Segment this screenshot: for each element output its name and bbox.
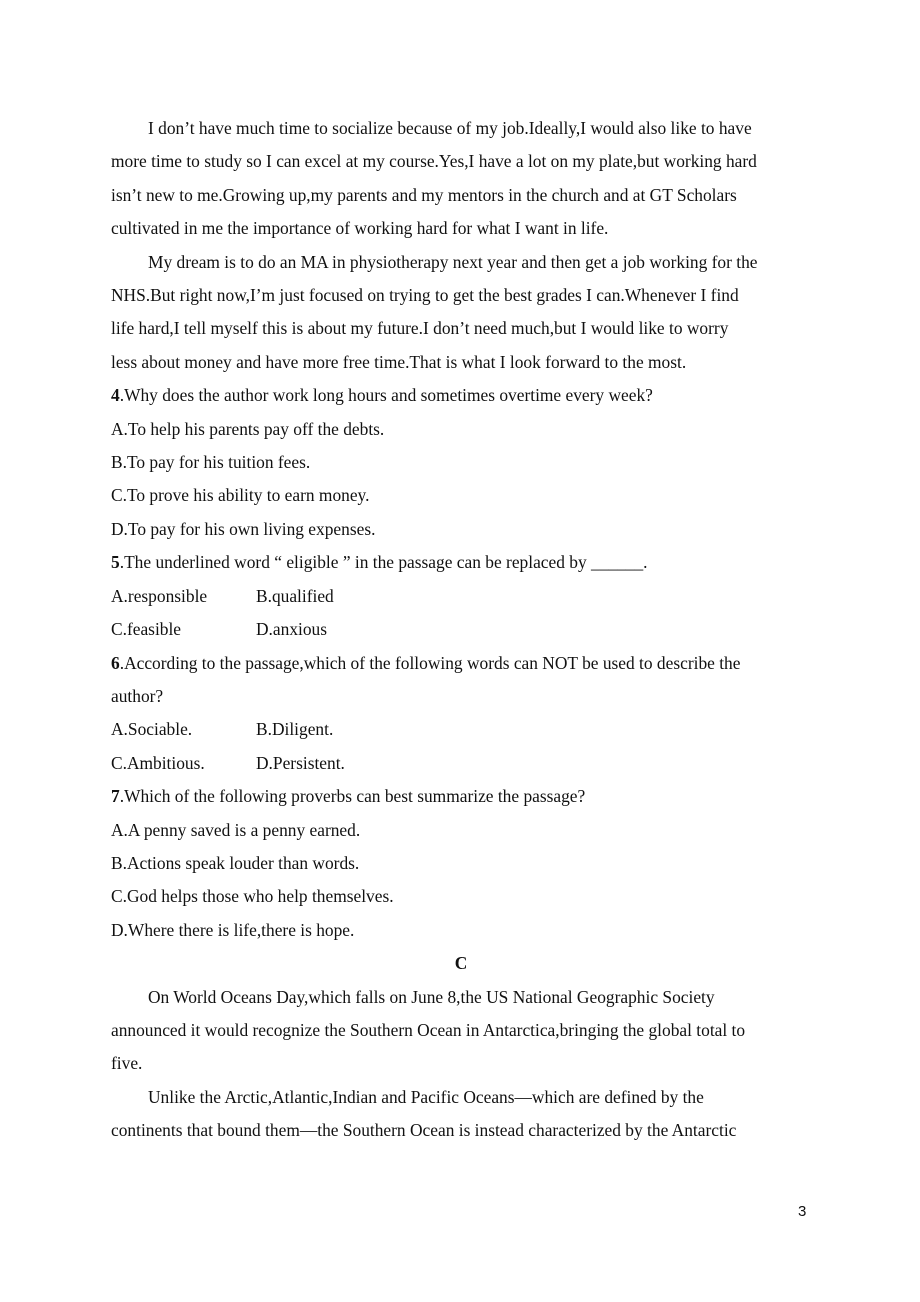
option-b: B.To pay for his tuition fees. xyxy=(111,452,311,473)
text-line: less about money and have more free time.That is what I look forward to the most. xyxy=(111,351,687,372)
text-line: five. xyxy=(111,1053,143,1074)
option-d: D.Persistent. xyxy=(256,752,345,773)
option-row xyxy=(111,580,811,613)
option-d: D.To pay for his own living expenses. xyxy=(111,518,376,539)
question-number: 4 xyxy=(111,385,120,406)
text-line: continents that bound them—the Southern Ocean is instead characterized by the Antarctic xyxy=(111,1120,737,1141)
option-d: D.anxious xyxy=(256,619,328,640)
text-line: My dream is to do an MA in physiotherapy next year and then get a job working for the xyxy=(148,251,758,272)
question-stem: 7.Which of the following proverbs can best summarize the passage? xyxy=(111,786,586,807)
question-text-continued: author? xyxy=(111,685,164,706)
section-title: C xyxy=(454,953,468,974)
question-number: 6 xyxy=(111,652,120,673)
option-c: C.God helps those who help themselves. xyxy=(111,886,394,907)
question-text: According to the passage,which of the following words can NOT be used to describe the xyxy=(124,652,741,673)
question-stem: 5.The underlined word “ eligible ” in the passage can be replaced by ______. xyxy=(111,552,648,573)
question-text: Why does the author work long hours and sometimes overtime every week? xyxy=(124,385,653,406)
option-a: A.responsible xyxy=(111,585,208,606)
text-line: more time to study so I can excel at my course.Yes,I have a lot on my plate,but working hard xyxy=(111,151,757,172)
text-line: isn’t new to me.Growing up,my parents and my mentors in the church and at GT Scholars xyxy=(111,184,737,205)
page-number: 3 xyxy=(798,1203,807,1220)
option-row xyxy=(111,613,811,646)
question-5 xyxy=(111,546,811,646)
question-number: 7 xyxy=(111,786,120,807)
question-number: 5 xyxy=(111,552,120,573)
option-row xyxy=(111,747,811,780)
option-row xyxy=(111,713,811,746)
text-line: cultivated in me the importance of working hard for what I want in life. xyxy=(111,218,609,239)
question-stem: 4.Why does the author work long hours and sometimes overtime every week? xyxy=(111,385,653,406)
option-b: B.qualified xyxy=(256,585,334,606)
question-text: The underlined word “ eligible ” in the passage can be replaced by ______. xyxy=(124,552,648,573)
question-text: Which of the following proverbs can best summarize the passage? xyxy=(124,786,586,807)
option-c: C.feasible xyxy=(111,619,182,640)
question-4 xyxy=(111,379,811,546)
text-line: I don’t have much time to socialize because of my job.Ideally,I would also like to have xyxy=(148,118,752,138)
option-a: A.Sociable. xyxy=(111,719,193,740)
question-7 xyxy=(111,780,811,947)
option-c: C.To prove his ability to earn money. xyxy=(111,485,370,506)
option-a: A.To help his parents pay off the debts. xyxy=(111,418,385,439)
text-line: Unlike the Arctic,Atlantic,Indian and Pacific Oceans—which are defined by the xyxy=(148,1086,704,1107)
passage-b-paragraph-1 xyxy=(111,112,811,246)
option-b: B.Diligent. xyxy=(256,719,334,740)
option-a: A.A penny saved is a penny earned. xyxy=(111,819,361,840)
option-b: B.Actions speak louder than words. xyxy=(111,852,360,873)
question-stem: 6.According to the passage,which of the following words can NOT be used to describe the xyxy=(111,652,741,673)
option-d: D.Where there is life,there is hope. xyxy=(111,919,355,940)
option-c: C.Ambitious. xyxy=(111,752,205,773)
question-6 xyxy=(111,647,811,781)
document-page xyxy=(111,112,811,1148)
text-line: announced it would recognize the Southern Ocean in Antarctica,bringing the global total to xyxy=(111,1019,746,1040)
text-line: On World Oceans Day,which falls on June 8,the US National Geographic Society xyxy=(148,986,715,1007)
passage-c-paragraph-1 xyxy=(111,981,811,1081)
text-line: NHS.But right now,I’m just focused on trying to get the best grades I can.Whenever I find xyxy=(111,285,739,306)
text-line: life hard,I tell myself this is about my future.I don’t need much,but I would like to worry xyxy=(111,318,729,339)
passage-b-paragraph-2 xyxy=(111,246,811,380)
passage-c-paragraph-2 xyxy=(111,1081,811,1148)
